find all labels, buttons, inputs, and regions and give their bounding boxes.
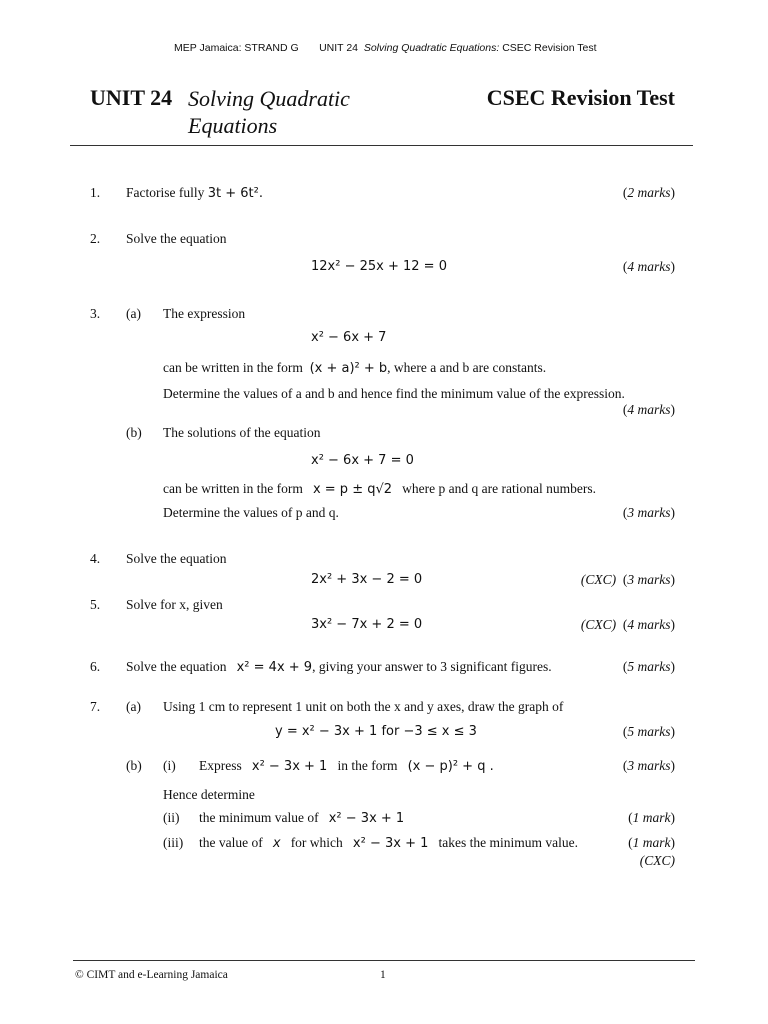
title-topic-line2: Equations — [188, 113, 278, 138]
q7a-label: (a) — [126, 699, 141, 714]
q7b-label: (b) — [126, 758, 142, 773]
title-unit: UNIT 24 — [90, 85, 173, 110]
q3b-form: can be written in the form x = p ± q√2 where p and q are rational numbers. — [163, 481, 596, 497]
q7a-expression: y = x² − 3x + 1 for −3 ≤ x ≤ 3 — [275, 724, 477, 739]
footer-copyright: © CIMT and e-Learning Jamaica — [75, 969, 228, 981]
header-test: CSEC Revision Test — [502, 42, 597, 54]
page-number: 1 — [380, 969, 386, 981]
q3b-equation: x² − 6x + 7 = 0 — [311, 453, 414, 468]
q3a-form-expression: (x + a)² + b — [309, 361, 388, 376]
running-header — [174, 42, 597, 54]
q4-text: Solve the equation — [126, 551, 227, 566]
q7bii-text: the minimum value of x² − 3x + 1 — [199, 810, 405, 826]
q7biii-expression: x² − 3x + 1 — [352, 836, 429, 851]
q3a-form: can be written in the form (x + a)² + b, where a and b are constants. — [163, 360, 547, 376]
title-topic-line1: Solving Quadratic — [188, 86, 350, 111]
q7bii-label: (ii) — [163, 810, 180, 825]
q3a-marks: (4 marks) — [622, 402, 675, 417]
q3-number: 3. — [90, 306, 101, 321]
q3b-form-expression: x = p ± q√2 — [312, 482, 393, 497]
q3b-marks: (3 marks) — [622, 505, 675, 520]
q5-source: (CXC) — [580, 617, 617, 632]
q2-equation: 12x² − 25x + 12 = 0 — [311, 259, 447, 274]
q1-instruction: Factorise fully — [126, 185, 205, 200]
q5-text: Solve for x, given — [126, 597, 223, 612]
q1-expression: 3t + 6t². — [207, 186, 263, 201]
q4-source: (CXC) — [580, 572, 617, 587]
q6-marks: (5 marks) — [622, 659, 675, 674]
q1-number: 1. — [90, 185, 101, 200]
q2-number: 2. — [90, 231, 101, 246]
q3b-text: The solutions of the equation — [163, 425, 321, 440]
q6-text: Solve the equation x² = 4x + 9, giving your answer to 3 significant figures. — [126, 659, 552, 675]
q3b-determine: Determine the values of p and q. — [163, 505, 339, 520]
q7-number: 7. — [90, 699, 101, 714]
q7-hence: Hence determine — [163, 787, 255, 802]
title-right: CSEC Revision Test — [486, 85, 675, 110]
q2-marks: (4 marks) — [622, 259, 675, 274]
q7bi-expression: x² − 3x + 1 — [251, 759, 328, 774]
q3a-determine: Determine the values of a and b and hence find the minimum value of the expression. — [163, 386, 625, 401]
q7a-text: Using 1 cm to represent 1 unit on both the x and y axes, draw the graph of — [163, 699, 564, 714]
footer-divider — [73, 960, 695, 961]
header-unit: UNIT 24 — [319, 42, 358, 54]
q3a-text: The expression — [163, 306, 246, 321]
q7bi-marks: (3 marks) — [622, 758, 675, 773]
q7-source: (CXC) — [639, 853, 675, 868]
q7bi-text: Express x² − 3x + 1 in the form (x − p)² + q . — [199, 758, 494, 774]
q3a-expression: x² − 6x + 7 — [311, 330, 387, 345]
q7biii-text: the value of x for which x² − 3x + 1 takes the minimum value. — [199, 835, 578, 851]
header-strand: MEP Jamaica: STRAND G — [174, 42, 299, 54]
q6-equation: x² = 4x + 9 — [236, 660, 313, 675]
q4-number: 4. — [90, 551, 101, 566]
q2-text: Solve the equation — [126, 231, 227, 246]
q3a-label: (a) — [126, 306, 141, 321]
q4-equation: 2x² + 3x − 2 = 0 — [311, 572, 423, 587]
title-divider — [70, 145, 693, 146]
q7biii-marks: (1 mark) — [628, 835, 675, 850]
header-topic: Solving Quadratic Equations: — [363, 42, 500, 54]
q7a-marks: (5 marks) — [622, 724, 675, 739]
q1-marks: (2 marks) — [622, 185, 675, 200]
q7bii-expression: x² − 3x + 1 — [328, 811, 405, 826]
q7bi-form: (x − p)² + q . — [407, 759, 494, 774]
q5-marks: (CXC) (4 marks) — [580, 617, 675, 632]
q7bi-label: (i) — [163, 758, 176, 773]
q7bii-marks: (1 mark) — [628, 810, 675, 825]
q4-marks: (CXC) (3 marks) — [580, 572, 675, 587]
q5-number: 5. — [90, 597, 101, 612]
q3b-label: (b) — [126, 425, 142, 440]
q6-number: 6. — [90, 659, 101, 674]
q5-equation: 3x² − 7x + 2 = 0 — [311, 617, 423, 632]
q7biii-label: (iii) — [163, 835, 184, 850]
q1-text — [126, 185, 263, 201]
